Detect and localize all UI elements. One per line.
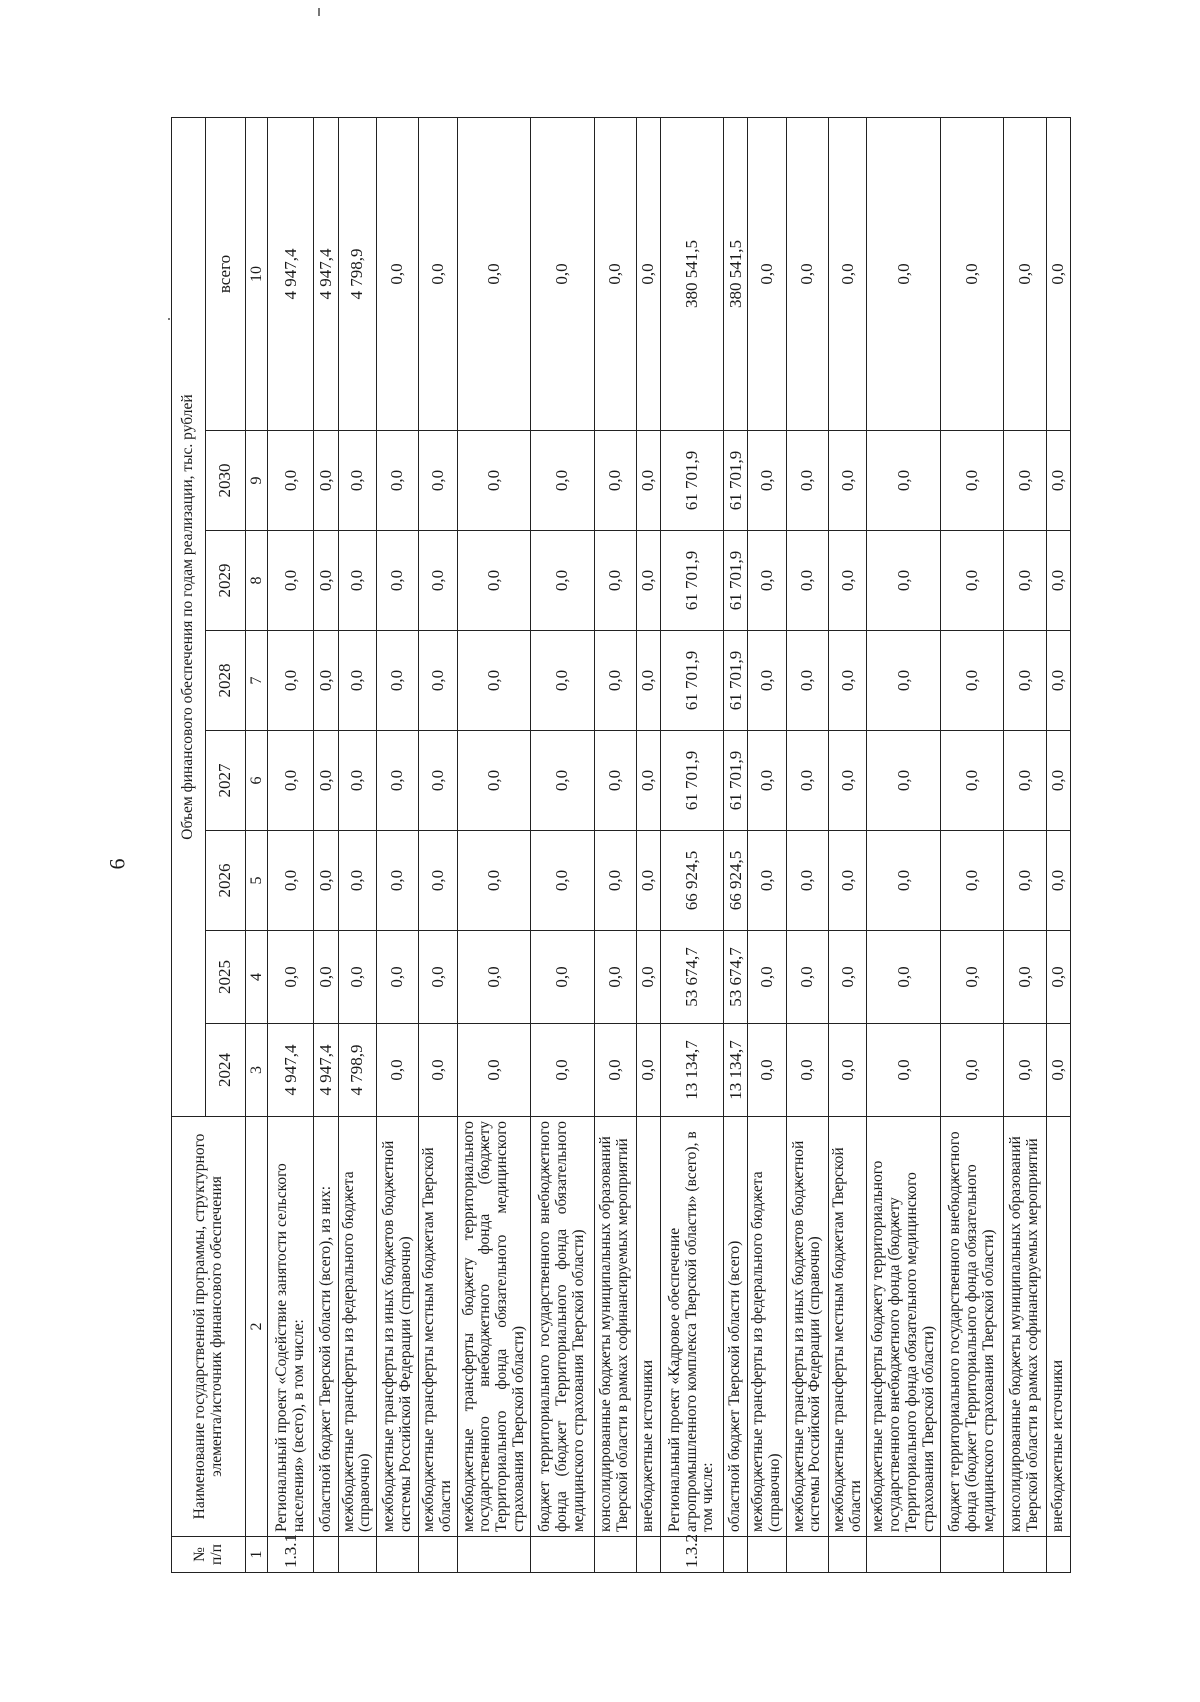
row-year-value: 0,0 [531,631,594,731]
row-year-value: 0,0 [748,1024,786,1117]
row-year-value: 0,0 [941,831,1004,931]
row-year-value: 0,0 [338,731,376,831]
row-year-value: 0,0 [1004,831,1046,931]
row-year-value: 0,0 [786,831,828,931]
row-year-value: 0,0 [829,431,867,531]
row-index [594,1537,636,1573]
row-total-value: 0,0 [377,118,419,431]
row-year-value: 0,0 [314,431,338,531]
row-year-value: 0,0 [748,431,786,531]
column-number: 4 [246,931,268,1024]
row-name: внебюджетные источники [636,1117,660,1537]
row-index [377,1537,419,1573]
row-year-value: 0,0 [314,531,338,631]
row-year-value: 0,0 [531,531,594,631]
row-year-value: 0,0 [636,931,660,1024]
table-row [377,118,419,1573]
row-index [531,1537,594,1573]
row-year-value: 0,0 [1046,431,1070,531]
row-year-value: 0,0 [338,531,376,631]
header-year: 2025 [206,931,246,1024]
row-total-value: 380 541,5 [724,118,748,431]
row-year-value: 0,0 [457,731,531,831]
row-year-value: 0,0 [786,431,828,531]
row-year-value: 0,0 [419,431,457,531]
row-year-value: 53 674,7 [724,931,748,1024]
row-year-value: 61 701,9 [660,431,723,531]
row-year-value: 0,0 [457,531,531,631]
row-total-value: 0,0 [594,118,636,431]
row-year-value: 4 947,4 [268,1024,314,1117]
column-number: 7 [246,631,268,731]
row-total-value: 0,0 [829,118,867,431]
row-index [748,1537,786,1573]
row-name: межбюджетные трансферты из федерального бюджета (справочно) [338,1117,376,1537]
row-name: бюджет территориального государственного внебюджетного фонда (бюджет Территориального фонда обязательного медицинского страхования Тверской области) [531,1117,594,1537]
rotated-table-container [171,118,1071,1573]
row-year-value: 0,0 [829,831,867,931]
row-year-value: 0,0 [867,431,941,531]
row-year-value: 0,0 [941,631,1004,731]
row-year-value: 0,0 [338,831,376,931]
row-year-value: 61 701,9 [660,631,723,731]
row-year-value: 0,0 [419,1024,457,1117]
row-year-value: 0,0 [786,1024,828,1117]
row-year-value: 13 134,7 [660,1024,723,1117]
table-row [786,118,828,1573]
row-year-value: 0,0 [419,631,457,731]
table-row [1004,118,1046,1573]
table-row [724,118,748,1573]
row-name: Региональный проект «Кадровое обеспечение агропромышленного комплекса Тверской области» (всего), в том числе: [660,1117,723,1537]
header-year: 2024 [206,1024,246,1117]
row-index [457,1537,531,1573]
row-year-value: 0,0 [1004,731,1046,831]
row-index [786,1537,828,1573]
row-year-value: 0,0 [314,831,338,931]
row-total-value: 4 947,4 [268,118,314,431]
row-total-value: 0,0 [1004,118,1046,431]
row-index [1004,1537,1046,1573]
table-row [268,118,314,1573]
row-year-value: 0,0 [748,731,786,831]
table-row [419,118,457,1573]
row-name: межбюджетные трансферты бюджету территориального государственного внебюджетного фонда (бюджету Территориального фонда обязательного медицинского страхования Тверской области) [457,1117,531,1537]
column-number: 2 [246,1117,268,1537]
row-year-value: 0,0 [867,531,941,631]
table-row [636,118,660,1573]
row-index: 1.3.1 [268,1537,314,1573]
row-year-value: 4 798,9 [338,1024,376,1117]
row-year-value: 0,0 [531,1024,594,1117]
row-total-value: 4 798,9 [338,118,376,431]
row-year-value: 0,0 [531,931,594,1024]
column-number: 10 [246,118,268,431]
row-year-value: 0,0 [748,531,786,631]
row-year-value: 0,0 [531,431,594,531]
financing-table [171,117,1071,1573]
row-year-value: 0,0 [1004,631,1046,731]
table-row [829,118,867,1573]
row-year-value: 0,0 [1046,731,1070,831]
row-name: межбюджетные трансферты местным бюджетам Тверской области [419,1117,457,1537]
row-year-value: 0,0 [594,631,636,731]
page-number: 6 [104,858,130,870]
row-year-value: 0,0 [1004,531,1046,631]
header-number: № п/п [172,1537,246,1573]
row-year-value: 0,0 [786,731,828,831]
row-name: Региональный проект «Содействие занятости сельского населения» (всего), в том числе: [268,1117,314,1537]
row-year-value: 0,0 [338,931,376,1024]
row-year-value: 0,0 [457,431,531,531]
row-name: межбюджетные трансферты из федерального бюджета (справочно) [748,1117,786,1537]
row-index [941,1537,1004,1573]
row-year-value: 0,0 [867,731,941,831]
row-year-value: 0,0 [377,1024,419,1117]
row-total-value: 0,0 [941,118,1004,431]
row-year-value: 0,0 [1004,431,1046,531]
row-year-value: 0,0 [1004,931,1046,1024]
table-row [457,118,531,1573]
row-year-value: 0,0 [829,731,867,831]
row-year-value: 0,0 [748,931,786,1024]
column-number: 9 [246,431,268,531]
scan-speck [318,8,320,16]
row-year-value: 0,0 [531,831,594,931]
row-total-value: 0,0 [419,118,457,431]
row-year-value: 0,0 [268,731,314,831]
row-index [338,1537,376,1573]
row-total-value: 0,0 [636,118,660,431]
row-year-value: 0,0 [457,831,531,931]
column-number-row [246,118,268,1573]
row-year-value: 0,0 [1046,831,1070,931]
row-total-value: 0,0 [786,118,828,431]
row-index [419,1537,457,1573]
header-year: 2028 [206,631,246,731]
table-body [268,118,1071,1573]
row-year-value: 0,0 [314,731,338,831]
row-name: консолидированные бюджеты муниципальных образований Тверской области в рамках софинансируемых мероприятий [594,1117,636,1537]
row-year-value: 0,0 [594,931,636,1024]
row-year-value: 61 701,9 [724,431,748,531]
row-year-value: 0,0 [636,531,660,631]
row-year-value: 0,0 [829,931,867,1024]
row-year-value: 0,0 [594,731,636,831]
row-year-value: 0,0 [1004,1024,1046,1117]
header-year: 2030 [206,431,246,531]
row-year-value: 0,0 [867,831,941,931]
row-total-value: 0,0 [457,118,531,431]
row-index [1046,1537,1070,1573]
row-total-value: 0,0 [531,118,594,431]
row-year-value: 0,0 [829,531,867,631]
table-row [531,118,594,1573]
table-row [867,118,941,1573]
row-total-value: 380 541,5 [660,118,723,431]
row-year-value: 0,0 [1046,1024,1070,1117]
row-total-value: 0,0 [1046,118,1070,431]
row-year-value: 0,0 [748,831,786,931]
row-year-value: 0,0 [338,431,376,531]
column-number: 8 [246,531,268,631]
row-name: внебюджетные источники [1046,1117,1070,1537]
column-number: 1 [246,1537,268,1573]
row-year-value: 13 134,7 [724,1024,748,1117]
table-row [594,118,636,1573]
header-year: всего [206,118,246,431]
row-year-value: 0,0 [377,831,419,931]
row-year-value: 53 674,7 [660,931,723,1024]
row-year-value: 0,0 [457,631,531,731]
row-year-value: 0,0 [1046,931,1070,1024]
row-year-value: 0,0 [867,1024,941,1117]
row-year-value: 4 947,4 [314,1024,338,1117]
row-name: областной бюджет Тверской области (всего), из них: [314,1117,338,1537]
row-year-value: 0,0 [419,831,457,931]
row-index [314,1537,338,1573]
row-year-value: 0,0 [941,1024,1004,1117]
table-header [172,118,268,1573]
column-number: 3 [246,1024,268,1117]
row-year-value: 0,0 [748,631,786,731]
row-year-value: 0,0 [829,631,867,731]
row-year-value: 0,0 [1046,631,1070,731]
row-index: 1.3.2 [660,1537,723,1573]
row-year-value: 0,0 [636,731,660,831]
row-index [829,1537,867,1573]
table-row [314,118,338,1573]
scan-speck [168,318,170,320]
row-year-value: 0,0 [268,531,314,631]
row-year-value: 0,0 [786,531,828,631]
row-index [867,1537,941,1573]
column-number: 6 [246,731,268,831]
row-year-value: 0,0 [941,431,1004,531]
table-row [338,118,376,1573]
row-name: межбюджетные трансферты из иных бюджетов бюджетной системы Российской Федерации (справочно) [377,1117,419,1537]
row-year-value: 0,0 [419,731,457,831]
row-year-value: 0,0 [594,1024,636,1117]
row-year-value: 0,0 [268,931,314,1024]
row-index [724,1537,748,1573]
row-year-value: 0,0 [419,531,457,631]
row-year-value: 0,0 [377,431,419,531]
row-year-value: 0,0 [636,631,660,731]
row-year-value: 0,0 [377,931,419,1024]
column-number: 5 [246,831,268,931]
row-name: межбюджетные трансферты из иных бюджетов бюджетной системы Российской Федерации (справочно) [786,1117,828,1537]
row-name: консолидированные бюджеты муниципальных образований Тверской области в рамках софинансируемых мероприятий [1004,1117,1046,1537]
row-year-value: 0,0 [594,831,636,931]
row-year-value: 0,0 [829,1024,867,1117]
row-year-value: 0,0 [636,831,660,931]
row-year-value: 0,0 [786,631,828,731]
header-year: 2026 [206,831,246,931]
row-year-value: 0,0 [377,631,419,731]
row-year-value: 0,0 [377,531,419,631]
row-year-value: 0,0 [941,731,1004,831]
row-name: бюджет территориального государственного внебюджетного фонда (бюджет Территориального фонда обязательного медицинского страхования Тверской области) [941,1117,1004,1537]
table-row [1046,118,1070,1573]
table-row [660,118,723,1573]
row-total-value: 4 947,4 [314,118,338,431]
row-year-value: 0,0 [594,431,636,531]
row-year-value: 66 924,5 [724,831,748,931]
header-volume: Объем финансового обеспечения по годам реализации, тыс. рублей [172,118,206,1117]
row-year-value: 0,0 [314,931,338,1024]
row-year-value: 0,0 [1046,531,1070,631]
row-year-value: 0,0 [867,631,941,731]
row-year-value: 0,0 [636,1024,660,1117]
row-year-value: 0,0 [377,731,419,831]
row-year-value: 0,0 [941,931,1004,1024]
row-year-value: 0,0 [457,1024,531,1117]
row-name: межбюджетные трансферты бюджету территориального государственного внебюджетного фонда (бюджету Территориального фонда обязательного медицинского страхования Тверской области) [867,1117,941,1537]
row-year-value: 0,0 [594,531,636,631]
table-row [941,118,1004,1573]
row-year-value: 0,0 [338,631,376,731]
row-year-value: 0,0 [941,531,1004,631]
row-year-value: 0,0 [636,431,660,531]
row-year-value: 61 701,9 [660,731,723,831]
header-name: Наименование государственной программы, структурного элемента/источник финансового обеспечения [172,1117,246,1537]
row-year-value: 0,0 [419,931,457,1024]
row-year-value: 0,0 [867,931,941,1024]
row-year-value: 61 701,9 [724,731,748,831]
row-year-value: 61 701,9 [660,531,723,631]
row-year-value: 0,0 [268,431,314,531]
table-row [748,118,786,1573]
row-year-value: 66 924,5 [660,831,723,931]
row-year-value: 0,0 [268,631,314,731]
row-year-value: 61 701,9 [724,531,748,631]
row-year-value: 0,0 [268,831,314,931]
header-year: 2027 [206,731,246,831]
header-year: 2029 [206,531,246,631]
row-year-value: 0,0 [314,631,338,731]
row-year-value: 0,0 [457,931,531,1024]
row-name: межбюджетные трансферты местным бюджетам Тверской области [829,1117,867,1537]
row-total-value: 0,0 [867,118,941,431]
row-index [636,1537,660,1573]
row-year-value: 0,0 [531,731,594,831]
row-year-value: 61 701,9 [724,631,748,731]
row-total-value: 0,0 [748,118,786,431]
row-name: областной бюджет Тверской области (всего) [724,1117,748,1537]
row-year-value: 0,0 [786,931,828,1024]
